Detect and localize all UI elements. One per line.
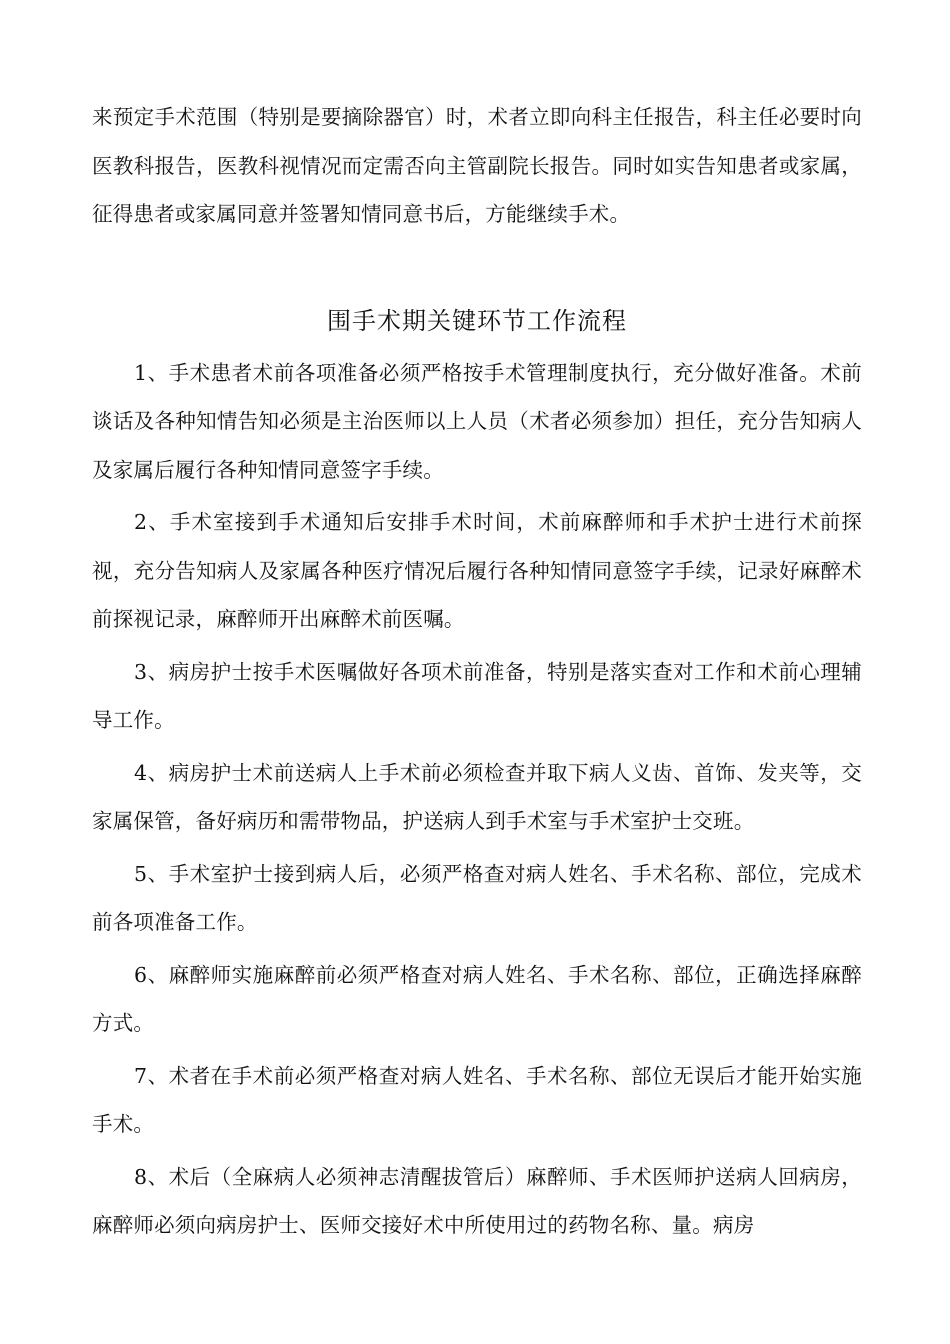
list-item-1: 1、手术患者术前各项准备必须严格按手术管理制度执行，充分做好准备。术前谈话及各种知情告知必须是主治医师以上人员（术者必须参加）担任，充分告知病人及家属后履行各种知情同意签字手续。 [92,360,862,482]
intro-paragraph: 来预定手术范围（特别是要摘除器官）时，术者立即向科主任报告，科主任必要时向医教科报告，医教科视情况而定需否向主管副院长报告。同时如实告知患者或家属，征得患者或家属同意并签署知情同意书后，方能继续手术。 [92,105,862,226]
list-item-8: 8、术后（全麻病人必须神志清醒拔管后）麻醉师、手术医师护送病人回病房，麻醉师必须向病房护士、医师交接好术中所使用过的药物名称、量。病房 [92,1164,862,1237]
section-title: 围手术期关键环节工作流程 [327,306,627,335]
list-item-7: 7、术者在手术前必须严格查对病人姓名、手术名称、部位无误后才能开始实施手术。 [92,1063,862,1136]
list-item-2: 2、手术室接到手术通知后安排手术时间，术前麻醉师和手术护士进行术前探视，充分告知病人及家属各种医疗情况后履行各种知情同意签字手续，记录好麻醉术前探视记录，麻醉师开出麻醉术前医嘱。 [92,510,862,631]
list-item-4: 4、病房护士术前送病人上手术前必须检查并取下病人义齿、首饰、发夹等，交家属保管，备好病历和需带物品，护送病人到手术室与手术室护士交班。 [92,760,862,833]
list-item-5: 5、手术室护士接到病人后，必须严格查对病人姓名、手术名称、部位，完成术前各项准备工作。 [92,861,862,934]
list-item-6: 6、麻醉师实施麻醉前必须严格查对病人姓名、手术名称、部位，正确选择麻醉方式。 [92,962,862,1035]
document-body [92,93,862,1254]
list-item-3: 3、病房护士按手术医嘱做好各项术前准备，特别是落实查对工作和术前心理辅导工作。 [92,659,862,732]
